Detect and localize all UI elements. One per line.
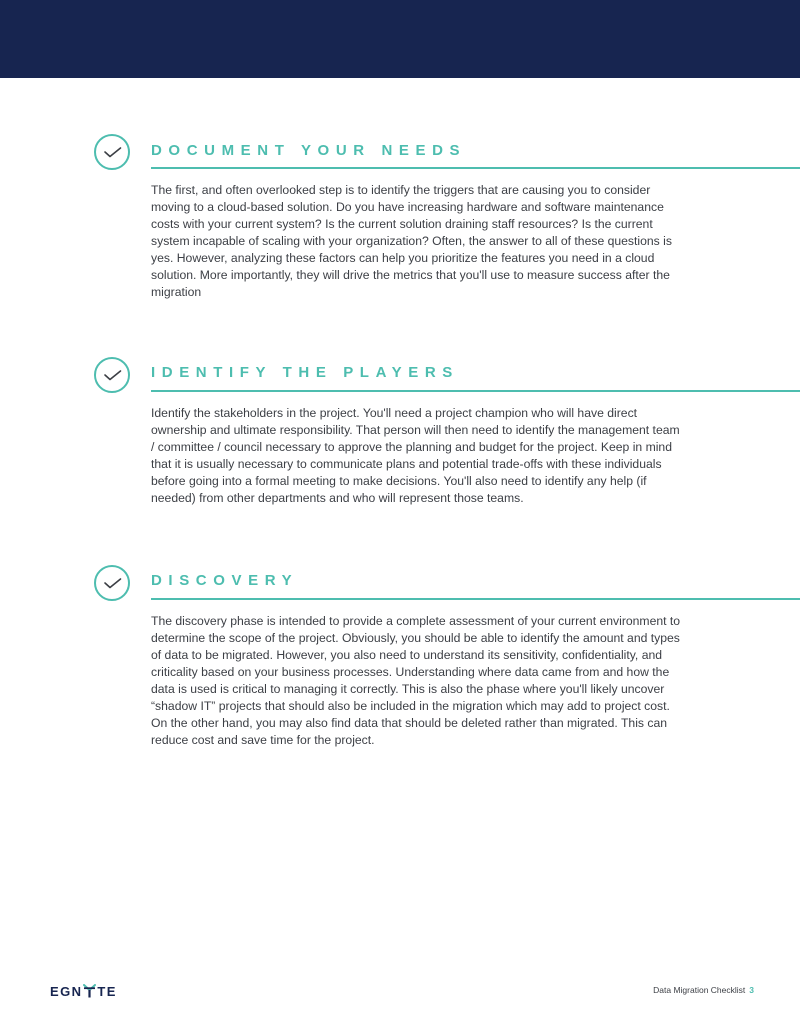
- checkmark-circle-icon: [94, 565, 130, 601]
- section-title: IDENTIFY THE PLAYERS: [151, 364, 459, 381]
- document-title: Data Migration Checklist: [653, 985, 746, 995]
- egnyte-logo: [50, 984, 117, 998]
- section-body: The first, and often overlooked step is to identify the triggers that are causing you to consider moving to a cloud-based solution. Do you have increasing hardware and software maintenance costs with your current system? Is the current solution draining staff resources? Is the current system incapable of scaling with your organization? Often, the answer to all of these questions is yes. However, analyzing these factors can help you prioritize the features you need in a cloud solution. More importantly, they will drive the metrics that you'll use to measure success after the migration: [151, 183, 672, 299]
- header-band: [0, 0, 800, 78]
- page-footer: [653, 985, 754, 995]
- section-title: DISCOVERY: [151, 572, 299, 589]
- logo-text-left: EGN: [50, 983, 83, 999]
- checkmark-circle-icon: [94, 134, 130, 170]
- logo-text-right: TE: [97, 983, 117, 999]
- section-body: The discovery phase is intended to provide a complete assessment of your current environment to determine the scope of the project. Obviously, you should be able to identify the amount and types of data to be migrated. However, you also need to understand its sensitivity, confidentiality, and criticality based on your business processes. Understanding where data came from and how the data is used is critical to managing it correctly. This is also the phase where you'll likely uncover “shadow IT” projects that should also be included in the migration which may add to project cost. On the other hand, you may also find data that should be deleted rather than migrated. This can reduce cost and save time for the project.: [151, 614, 681, 747]
- page-number: 3: [749, 985, 754, 995]
- checkmark-circle-icon: [94, 357, 130, 393]
- section-body: Identify the stakeholders in the project. You'll need a project champion who will have direct ownership and ultimate responsibility. That person will then need to identify the management team / committee / council necessary to approve the planning and budget for the project. Keep in mind that it is usually necessary to communicate plans and potential trade-offs with these individuals before going into a formal meeting to make decisions. You'll also need to identify any help (if needed) from other departments and who will represent those teams.: [151, 406, 680, 505]
- egnyte-logo-mark-icon: [83, 984, 96, 998]
- section-divider: [151, 167, 800, 169]
- section-divider: [151, 390, 800, 392]
- section-title: DOCUMENT YOUR NEEDS: [151, 142, 467, 159]
- section-divider: [151, 598, 800, 600]
